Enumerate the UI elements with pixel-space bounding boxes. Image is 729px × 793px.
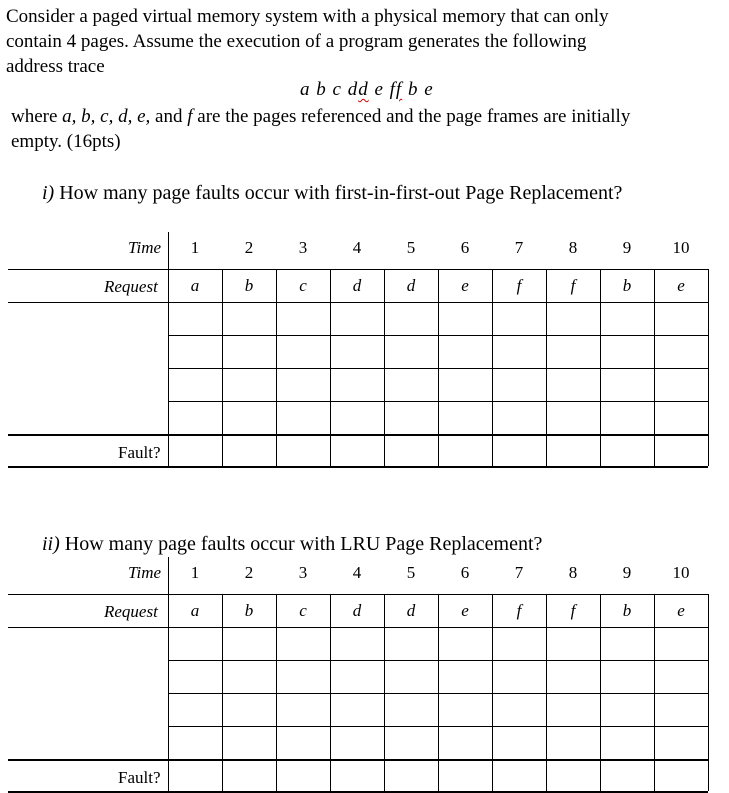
fault-label: Fault? — [118, 443, 161, 462]
trace-ref: b — [316, 79, 327, 100]
request-cell: c — [299, 276, 307, 295]
request-cell: f — [570, 601, 576, 620]
time-cell: 2 — [244, 238, 254, 257]
frame-cell[interactable] — [655, 369, 708, 401]
frame-cell[interactable] — [223, 336, 276, 368]
request-cell: b — [244, 276, 254, 295]
frame-cell[interactable] — [223, 303, 276, 335]
frame-cell[interactable] — [601, 628, 654, 660]
frame-cell[interactable] — [601, 336, 654, 368]
frame-cell[interactable] — [601, 661, 654, 693]
trace-ref: d — [347, 79, 359, 100]
frame-cell[interactable] — [439, 694, 492, 726]
fault-cell[interactable] — [547, 436, 600, 466]
frame-cell[interactable] — [547, 303, 600, 335]
request-label: Request — [104, 602, 158, 621]
table-rule — [8, 466, 708, 468]
frame-cell[interactable] — [169, 303, 222, 335]
time-cell: 7 — [514, 563, 524, 582]
time-cell: 5 — [406, 238, 416, 257]
trace-ref: a — [300, 79, 311, 100]
frame-cell[interactable] — [331, 336, 384, 368]
frame-cell[interactable] — [169, 661, 222, 693]
frame-cell[interactable] — [223, 727, 276, 759]
trace-ref: e — [374, 79, 384, 100]
frame-cell[interactable] — [223, 402, 276, 434]
frame-cell[interactable] — [223, 369, 276, 401]
fault-cell[interactable] — [169, 436, 222, 466]
request-cell: b — [244, 601, 254, 620]
intro-line-2: contain 4 pages. Assume the execution of a program generates the following — [6, 31, 587, 52]
frame-cell[interactable] — [223, 694, 276, 726]
fault-cell[interactable] — [601, 436, 654, 466]
frame-cell[interactable] — [331, 661, 384, 693]
question-2-number: ii) — [42, 533, 60, 555]
time-cell: 6 — [460, 238, 470, 257]
intro-where-line — [11, 104, 630, 129]
frame-cell[interactable] — [547, 661, 600, 693]
fault-cell[interactable] — [547, 761, 600, 791]
frame-cell[interactable] — [439, 628, 492, 660]
frame-cell[interactable] — [493, 369, 546, 401]
fault-cell[interactable] — [601, 761, 654, 791]
where-vars: a, b, c, d, e, — [62, 106, 151, 127]
fault-cell[interactable] — [439, 761, 492, 791]
frame-cell[interactable] — [493, 727, 546, 759]
frame-cell[interactable] — [601, 402, 654, 434]
time-cell: 3 — [298, 563, 308, 582]
frame-cell[interactable] — [493, 402, 546, 434]
frame-cell[interactable] — [547, 727, 600, 759]
intro-line-last: empty. (16pts) — [11, 131, 121, 152]
intro-line-3: address trace — [6, 56, 105, 77]
where-prefix: where — [11, 106, 63, 127]
fault-cell[interactable] — [223, 436, 276, 466]
frame-cell[interactable] — [385, 402, 438, 434]
frame-cell[interactable] — [655, 336, 708, 368]
frame-cell[interactable] — [493, 336, 546, 368]
question-1-number: i) — [42, 182, 55, 204]
frame-cell[interactable] — [277, 369, 330, 401]
fault-label: Fault? — [118, 768, 161, 787]
request-cell: a — [190, 601, 200, 620]
request-cell: f — [516, 601, 522, 620]
frame-cell[interactable] — [493, 303, 546, 335]
trace-ref: e — [424, 79, 434, 100]
question-2-text: How many page faults occur with LRU Page Replacement? — [59, 533, 543, 555]
frame-cell[interactable] — [277, 336, 330, 368]
frame-cell[interactable] — [439, 369, 492, 401]
time-cell: 8 — [568, 238, 578, 257]
frame-cell[interactable] — [277, 303, 330, 335]
frame-cell[interactable] — [385, 727, 438, 759]
fault-cell[interactable] — [493, 761, 546, 791]
time-label: Time — [128, 238, 162, 257]
trace-ref: c — [332, 79, 342, 100]
time-cell: 8 — [568, 563, 578, 582]
frame-cell[interactable] — [601, 727, 654, 759]
intro-line-1: Consider a paged virtual memory system with a physical memory that can only — [6, 6, 609, 27]
frame-cell[interactable] — [655, 694, 708, 726]
fault-cell[interactable] — [385, 436, 438, 466]
frame-cell[interactable] — [655, 402, 708, 434]
time-cell: 5 — [406, 563, 416, 582]
frame-cell[interactable] — [547, 402, 600, 434]
frame-cell[interactable] — [655, 727, 708, 759]
fault-cell[interactable] — [223, 761, 276, 791]
frame-cell[interactable] — [277, 727, 330, 759]
request-label: Request — [104, 277, 158, 296]
fault-cell[interactable] — [655, 761, 708, 791]
table-rule — [8, 594, 708, 595]
frame-cell[interactable] — [277, 694, 330, 726]
frame-cell[interactable] — [331, 694, 384, 726]
frame-cell[interactable] — [493, 694, 546, 726]
time-cell: 1 — [190, 238, 200, 257]
fault-cell[interactable] — [331, 761, 384, 791]
frame-cell[interactable] — [277, 661, 330, 693]
frame-cell[interactable] — [331, 303, 384, 335]
frame-cell[interactable] — [385, 628, 438, 660]
table-rule — [708, 269, 709, 466]
frame-cell[interactable] — [601, 694, 654, 726]
frame-cell[interactable] — [169, 369, 222, 401]
frame-cell[interactable] — [655, 303, 708, 335]
frame-cell[interactable] — [385, 336, 438, 368]
frame-cell[interactable] — [547, 336, 600, 368]
frame-cell[interactable] — [493, 628, 546, 660]
frame-cell[interactable] — [331, 727, 384, 759]
frame-cell[interactable] — [439, 336, 492, 368]
request-cell: d — [352, 601, 362, 620]
frame-cell[interactable] — [169, 336, 222, 368]
frame-cell[interactable] — [439, 402, 492, 434]
time-label: Time — [128, 563, 162, 582]
time-cell: 6 — [460, 563, 470, 582]
frame-cell[interactable] — [601, 303, 654, 335]
frame-cell[interactable] — [385, 661, 438, 693]
request-cell: b — [622, 276, 632, 295]
where-f: f — [187, 106, 193, 127]
frame-cell[interactable] — [385, 303, 438, 335]
frame-cell[interactable] — [439, 727, 492, 759]
request-cell: e — [461, 601, 469, 620]
time-cell: 2 — [244, 563, 254, 582]
frame-cell[interactable] — [277, 628, 330, 660]
frame-cell[interactable] — [169, 628, 222, 660]
request-cell: f — [516, 276, 522, 295]
frame-cell[interactable] — [385, 694, 438, 726]
request-cell: e — [677, 601, 685, 620]
trace-ref: b — [407, 79, 419, 100]
where-rest: are the pages referenced and the page frames are initially — [192, 106, 631, 127]
fault-cell[interactable] — [277, 761, 330, 791]
table-rule — [8, 269, 708, 270]
time-cell: 4 — [352, 563, 362, 582]
question-2 — [42, 533, 542, 556]
frame-cell[interactable] — [277, 402, 330, 434]
request-cell: a — [190, 276, 200, 295]
time-cell: 4 — [352, 238, 362, 257]
fault-cell[interactable] — [277, 436, 330, 466]
frame-cell[interactable] — [439, 661, 492, 693]
frame-cell[interactable] — [331, 369, 384, 401]
request-cell: d — [406, 276, 416, 295]
frame-cell[interactable] — [547, 694, 600, 726]
request-cell: d — [352, 276, 362, 295]
where-and: and — [150, 106, 188, 127]
fault-cell[interactable] — [331, 436, 384, 466]
request-cell: f — [570, 276, 576, 295]
frame-cell[interactable] — [493, 661, 546, 693]
fault-cell[interactable] — [385, 761, 438, 791]
frame-cell[interactable] — [169, 727, 222, 759]
time-cell: 9 — [622, 563, 632, 582]
frame-cell[interactable] — [331, 628, 384, 660]
fault-cell[interactable] — [439, 436, 492, 466]
frame-cell[interactable] — [655, 628, 708, 660]
address-trace — [300, 79, 434, 101]
request-cell: e — [461, 276, 469, 295]
frame-cell[interactable] — [385, 369, 438, 401]
frame-cell[interactable] — [547, 628, 600, 660]
time-cell: 7 — [514, 238, 524, 257]
frame-cell[interactable] — [169, 402, 222, 434]
frame-cell[interactable] — [223, 628, 276, 660]
frame-cell[interactable] — [439, 303, 492, 335]
frame-cell[interactable] — [655, 661, 708, 693]
question-1 — [42, 182, 622, 205]
fault-cell[interactable] — [493, 436, 546, 466]
time-cell: 3 — [298, 238, 308, 257]
trace-ref: f — [395, 79, 403, 100]
frame-cell[interactable] — [331, 402, 384, 434]
trace-ref: f — [389, 79, 396, 100]
frame-cell[interactable] — [169, 694, 222, 726]
request-cell: c — [299, 601, 307, 620]
request-cell: e — [677, 276, 685, 295]
fault-cell[interactable] — [655, 436, 708, 466]
time-cell: 10 — [672, 563, 690, 582]
time-cell: 10 — [672, 238, 690, 257]
fault-cell[interactable] — [169, 761, 222, 791]
request-cell: b — [622, 601, 632, 620]
table-rule — [708, 594, 709, 791]
frame-cell[interactable] — [223, 661, 276, 693]
question-1-text: How many page faults occur with first-in-first-out Page Replacement? — [54, 182, 623, 204]
time-cell: 1 — [190, 563, 200, 582]
trace-ref: d — [358, 79, 369, 100]
frame-cell[interactable] — [547, 369, 600, 401]
frame-cell[interactable] — [601, 369, 654, 401]
request-cell: d — [406, 601, 416, 620]
time-cell: 9 — [622, 238, 632, 257]
